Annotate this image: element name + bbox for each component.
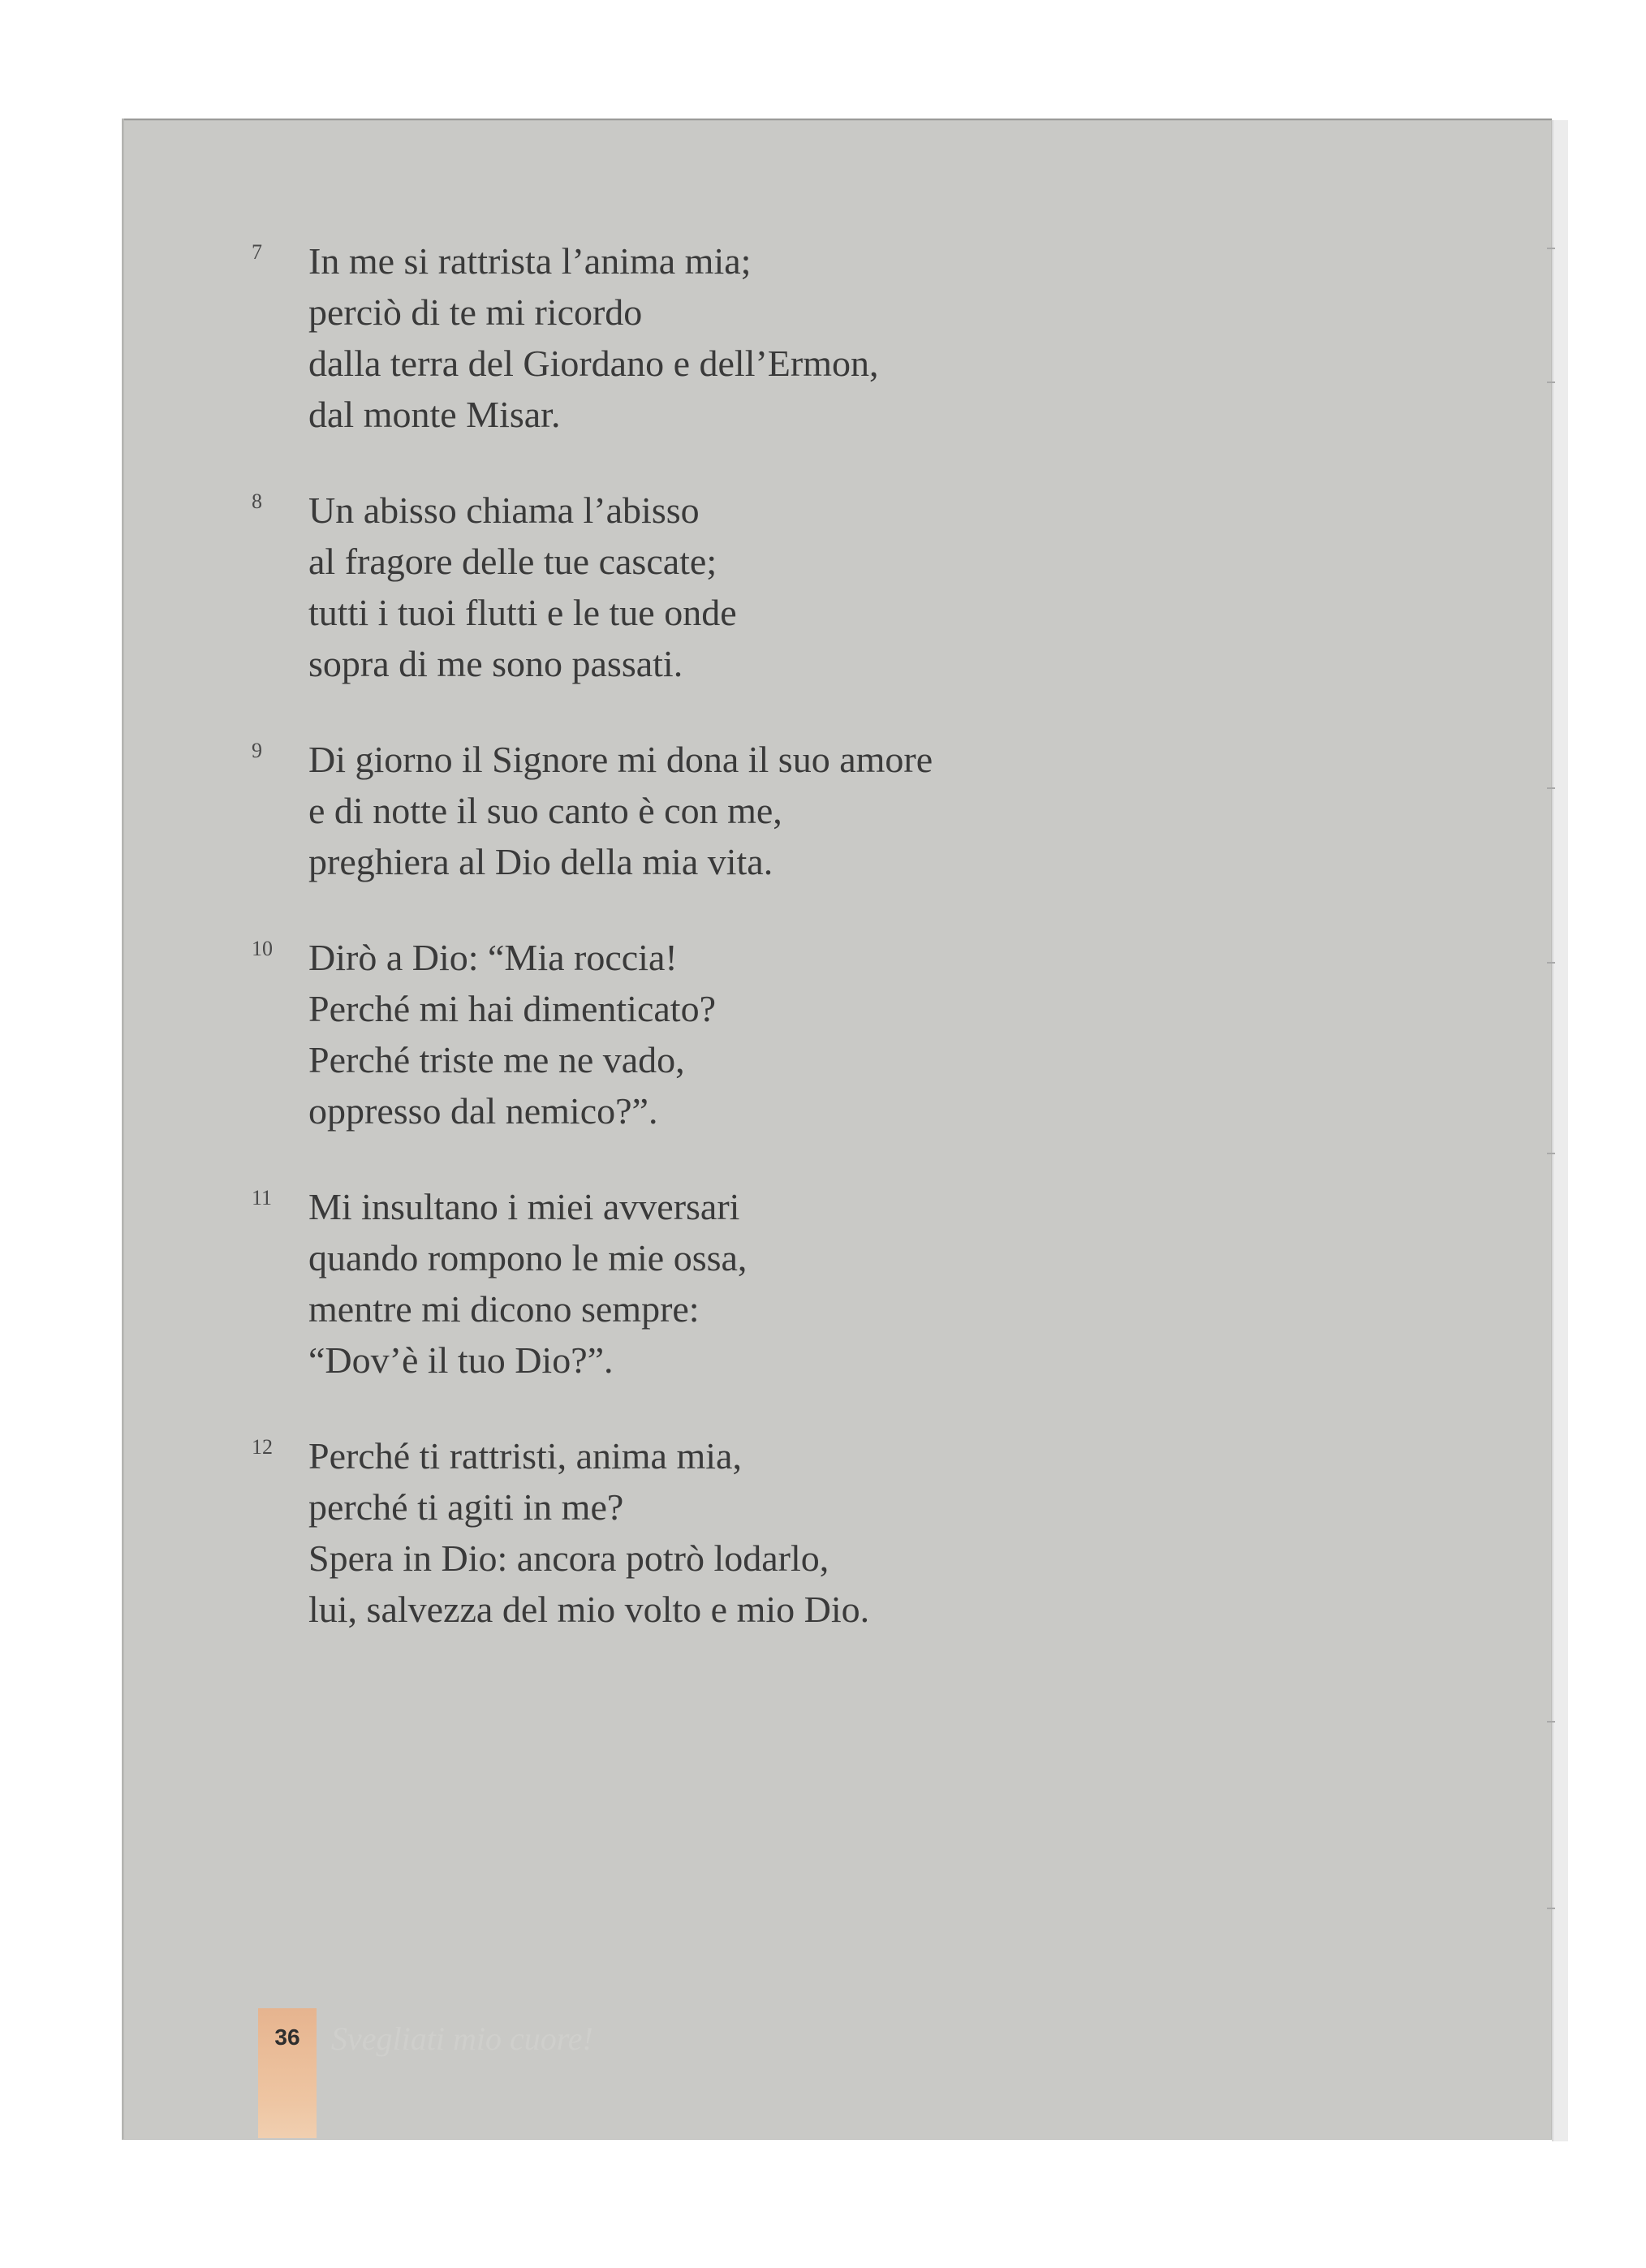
back-sheet	[1552, 120, 1568, 2141]
verse-line: lui, salvezza del mio volto e mio Dio.	[308, 1589, 870, 1630]
verse-line: quando rompono le mie ossa,	[308, 1237, 748, 1278]
verse-line: perciò di te mi ricordo	[308, 291, 643, 333]
verse	[252, 932, 1469, 1136]
verse-line: “Dov’è il tuo Dio?”.	[308, 1339, 614, 1381]
verse-lines	[308, 1181, 1469, 1386]
verse-number: 9	[252, 739, 262, 762]
verse-line: Mi insultano i miei avversari	[308, 1186, 740, 1227]
page-number: 36	[274, 2024, 300, 2050]
verse	[252, 734, 1469, 887]
verse	[252, 485, 1469, 689]
verse-line: al fragore delle tue cascate;	[308, 541, 717, 582]
verse-line: Perché mi hai dimenticato?	[308, 988, 716, 1029]
verse-number: 7	[252, 240, 262, 264]
verse-lines	[308, 235, 1469, 440]
verse-number: 10	[252, 937, 273, 960]
running-title: Svegliati mio cuore!	[331, 2020, 593, 2057]
verse-line: dal monte Misar.	[308, 394, 561, 435]
verse	[252, 1181, 1469, 1386]
verse-lines	[308, 1430, 1469, 1635]
verse-line: Un abisso chiama l’abisso	[308, 489, 700, 531]
verse	[252, 1430, 1469, 1635]
verse-line: Perché triste me ne vado,	[308, 1039, 685, 1080]
verse-line: sopra di me sono passati.	[308, 643, 683, 684]
verse-lines	[308, 932, 1469, 1136]
verse-line: oppresso dal nemico?”.	[308, 1090, 658, 1132]
verse-line: e di notte il suo canto è con me,	[308, 790, 782, 831]
verse-line: preghiera al Dio della mia vita.	[308, 841, 773, 882]
verse-line: Dirò a Dio: “Mia roccia!	[308, 937, 678, 978]
verse-line: In me si rattrista l’anima mia;	[308, 240, 752, 282]
psalm-text	[252, 235, 1469, 1679]
verse-lines	[308, 734, 1469, 887]
verse-line: tutti i tuoi flutti e le tue onde	[308, 592, 737, 633]
verse-number: 11	[252, 1186, 273, 1209]
verse	[252, 235, 1469, 440]
verse-line: Di giorno il Signore mi dona il suo amore	[308, 739, 933, 780]
verse-line: mentre mi dicono sempre:	[308, 1288, 700, 1330]
verse-number: 8	[252, 489, 262, 513]
verse-line: Spera in Dio: ancora potrò lodarlo,	[308, 1537, 829, 1579]
verse-line: Perché ti rattristi, anima mia,	[308, 1435, 742, 1477]
verse-line: perché ti agiti in me?	[308, 1486, 624, 1528]
verse-line: dalla terra del Giordano e dell’Ermon,	[308, 343, 879, 384]
verse-number: 12	[252, 1435, 273, 1459]
verse-lines	[308, 485, 1469, 689]
